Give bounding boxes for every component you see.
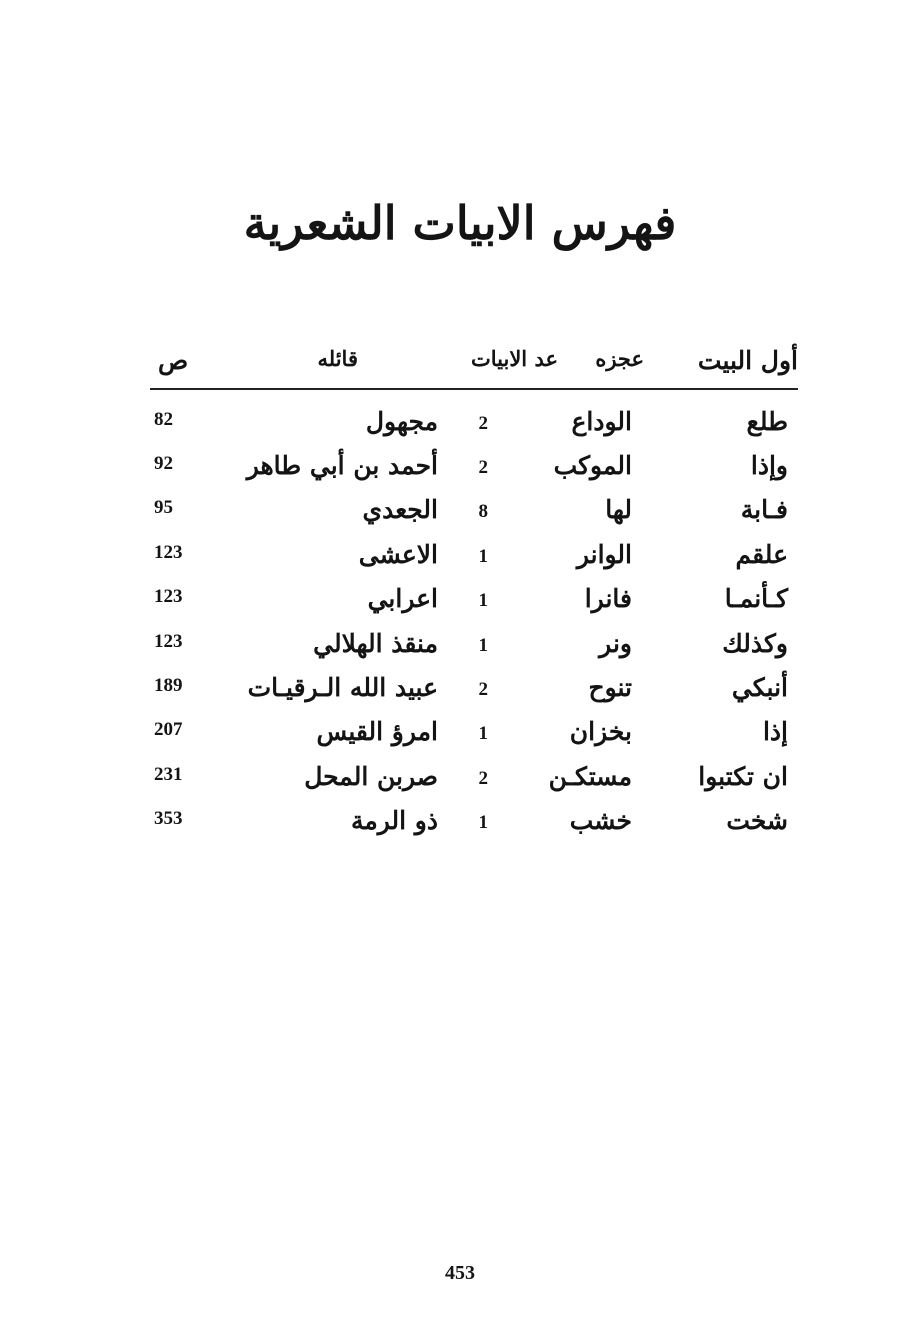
page-cell: 82 xyxy=(154,409,173,430)
table-row xyxy=(150,449,798,493)
speaker-cell: اعرابي xyxy=(367,584,438,613)
table-row xyxy=(150,493,798,537)
table-row xyxy=(150,582,798,626)
page-cell: 123 xyxy=(154,631,183,652)
second-hemistich-cell: الوانر xyxy=(576,540,632,569)
second-hemistich-cell: خشب xyxy=(569,806,632,835)
table-row xyxy=(150,804,798,848)
verse-count-cell: 2 xyxy=(478,679,488,700)
speaker-cell: أحمد بن أبي طاهر xyxy=(246,451,438,480)
speaker-cell: الجعدي xyxy=(362,495,438,524)
first-verse-cell: طلع xyxy=(746,407,788,436)
speaker-cell: صربن المحل xyxy=(304,762,438,791)
speaker-cell: منقذ الهلالي xyxy=(313,629,438,658)
page-cell: 95 xyxy=(154,497,173,518)
second-hemistich-cell: تنوح xyxy=(588,673,632,702)
second-hemistich-cell: ونر xyxy=(599,629,632,658)
table-row xyxy=(150,671,798,715)
speaker-cell: ذو الرمة xyxy=(350,806,438,835)
verse-count-cell: 1 xyxy=(478,546,488,567)
first-verse-cell: إذا xyxy=(762,717,788,746)
header-first-verse: أول البيت xyxy=(697,346,798,375)
verse-count-cell: 2 xyxy=(478,768,488,789)
verse-count-cell: 1 xyxy=(478,635,488,656)
page-cell: 353 xyxy=(154,808,183,829)
header-second-hemistich: عجزه xyxy=(595,346,644,371)
first-verse-cell: وإذا xyxy=(750,451,788,480)
verse-count-cell: 1 xyxy=(478,723,488,744)
table-row xyxy=(150,760,798,804)
verse-count-cell: 2 xyxy=(478,457,488,478)
header-verse-count: عد الابيات xyxy=(470,346,558,371)
second-hemistich-cell: الموكب xyxy=(553,451,632,480)
first-verse-cell: وكذلك xyxy=(722,629,788,658)
page-cell: 123 xyxy=(154,542,183,563)
header-page: ص xyxy=(158,346,189,375)
second-hemistich-cell: الوداع xyxy=(571,407,632,436)
verse-count-cell: 2 xyxy=(478,413,488,434)
table-row xyxy=(150,715,798,759)
second-hemistich-cell: بخزان xyxy=(569,717,632,746)
first-verse-cell: فـابة xyxy=(740,495,788,524)
verse-count-cell: 1 xyxy=(478,590,488,611)
speaker-cell: امرؤ القيس xyxy=(316,717,438,746)
verse-count-cell: 1 xyxy=(478,812,488,833)
first-verse-cell: علقم xyxy=(735,540,788,569)
page-cell: 231 xyxy=(154,764,183,785)
page-cell: 92 xyxy=(154,453,173,474)
page-title: فهرس الابيات الشعرية xyxy=(243,196,677,250)
second-hemistich-cell: مستكـن xyxy=(548,762,632,791)
page-number: 453 xyxy=(445,1262,475,1284)
first-verse-cell: شخت xyxy=(726,806,788,835)
page-cell: 189 xyxy=(154,675,183,696)
first-verse-cell: أنبكي xyxy=(731,673,788,702)
first-verse-cell: ان تكتبوا xyxy=(698,762,788,791)
first-verse-cell: كـأنمـا xyxy=(724,584,788,613)
speaker-cell: الاعشى xyxy=(358,540,438,569)
second-hemistich-cell: لها xyxy=(605,495,632,524)
speaker-cell: عبيد الله الـرقيـات xyxy=(247,673,438,702)
table-header xyxy=(150,340,798,390)
header-speaker: قائله xyxy=(317,346,358,371)
table-row xyxy=(150,538,798,582)
verse-count-cell: 8 xyxy=(478,501,488,522)
table-row xyxy=(150,405,798,449)
speaker-cell: مجهول xyxy=(365,407,438,436)
second-hemistich-cell: فانرا xyxy=(584,584,632,613)
table-row xyxy=(150,627,798,671)
page-cell: 123 xyxy=(154,586,183,607)
page-cell: 207 xyxy=(154,719,183,740)
